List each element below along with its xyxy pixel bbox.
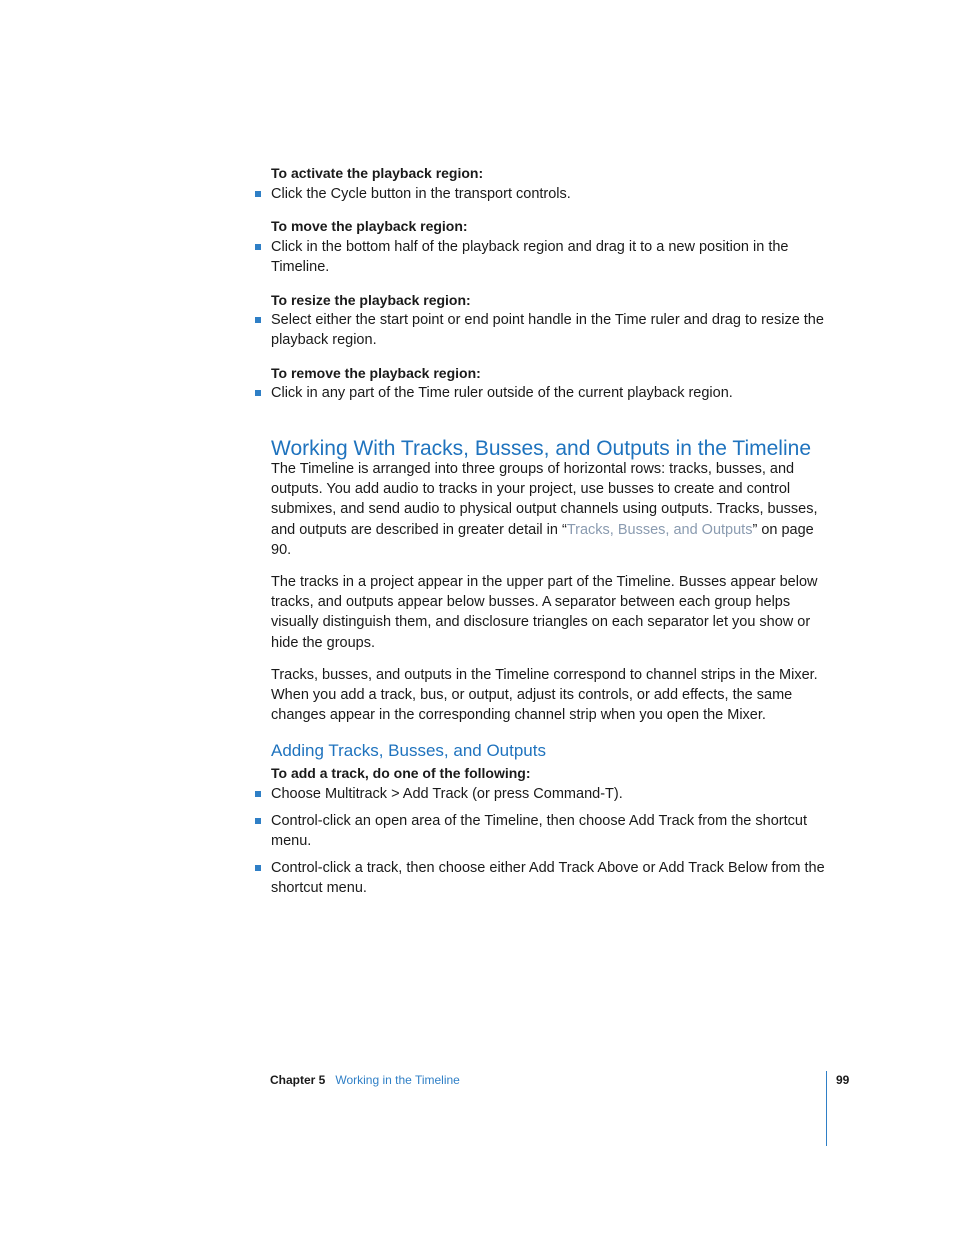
square-bullet-icon (255, 191, 261, 197)
task-heading-remove: To remove the playback region: (271, 365, 481, 381)
task-heading-resize: To resize the playback region: (271, 292, 471, 308)
bullet-list-remove (271, 383, 831, 403)
list-item (271, 858, 831, 898)
paragraph-text: The Timeline is arranged into three groups of horizontal rows: tracks, busses, and outputs. You add audio to tracks in your project, use busses to create and control submixes, and send audio to physical output channels using outputs. Tracks, busses, and outputs are described in greater detail in “ (271, 461, 818, 538)
bullet-text: Click in the bottom half of the playback region and drag it to a new position in the Timeline. (271, 239, 789, 275)
list-item (271, 237, 831, 277)
bullet-text: Select either the start point or end point handle in the Time ruler and drag to resize the playback region. (271, 312, 824, 348)
task-heading-move: To move the playback region: (271, 218, 468, 234)
bullet-list-resize (271, 310, 831, 350)
square-bullet-icon (255, 791, 261, 797)
bullet-text: Choose Multitrack > Add Track (or press Command-T). (271, 786, 623, 803)
bullet-list-move (271, 237, 831, 277)
footer-divider (826, 1071, 827, 1146)
square-bullet-icon (255, 818, 261, 824)
section-title: Working With Tracks, Busses, and Outputs in the Timeline (271, 437, 812, 460)
task-heading-add-track: To add a track, do one of the following: (271, 765, 531, 782)
list-item (271, 784, 831, 804)
footer-chapter-title: Working in the Timeline (335, 1073, 460, 1087)
square-bullet-icon (255, 244, 261, 250)
square-bullet-icon (255, 390, 261, 396)
bullet-text: Control-click a track, then choose either Add Track Above or Add Track Below from the shortcut menu. (271, 860, 825, 897)
task-heading-activate: To activate the playback region: (271, 165, 484, 181)
bullet-text: Control-click an open area of the Timeline, then choose Add Track from the shortcut menu. (271, 813, 807, 850)
page-content (271, 163, 831, 898)
list-item (271, 310, 831, 350)
section-paragraph-2: The tracks in a project appear in the upper part of the Timeline. Busses appear below tracks, and outputs appear below busses. A separator between each group helps visually distinguish them, and disclosure triangles on each separator let you show or hide the groups. (271, 574, 818, 651)
list-item (271, 184, 831, 204)
page-number: 99 (836, 1073, 850, 1087)
page-footer (270, 1072, 460, 1088)
list-item (271, 383, 831, 403)
paragraph-text: ” on page 90. (271, 521, 814, 558)
square-bullet-icon (255, 317, 261, 323)
square-bullet-icon (255, 865, 261, 871)
bullet-text: Click the Cycle button in the transport controls. (271, 186, 571, 202)
bullet-list-add-track (271, 784, 831, 898)
list-item (271, 811, 831, 851)
bullet-text: Click in any part of the Time ruler outside of the current playback region. (271, 385, 733, 401)
bullet-list-activate (271, 184, 831, 204)
section-paragraph-1 (271, 459, 831, 560)
subsection-title: Adding Tracks, Busses, and Outputs (271, 741, 546, 761)
section-paragraph-3: Tracks, busses, and outputs in the Timeline correspond to channel strips in the Mixer. When you add a track, bus, or output, adjust its controls, or add effects, the same changes appear in the corresponding channel strip when you open the Mixer. (271, 666, 818, 724)
footer-chapter-label: Chapter 5 (270, 1073, 326, 1087)
cross-reference-link[interactable]: Tracks, Busses, and Outputs (566, 521, 753, 538)
